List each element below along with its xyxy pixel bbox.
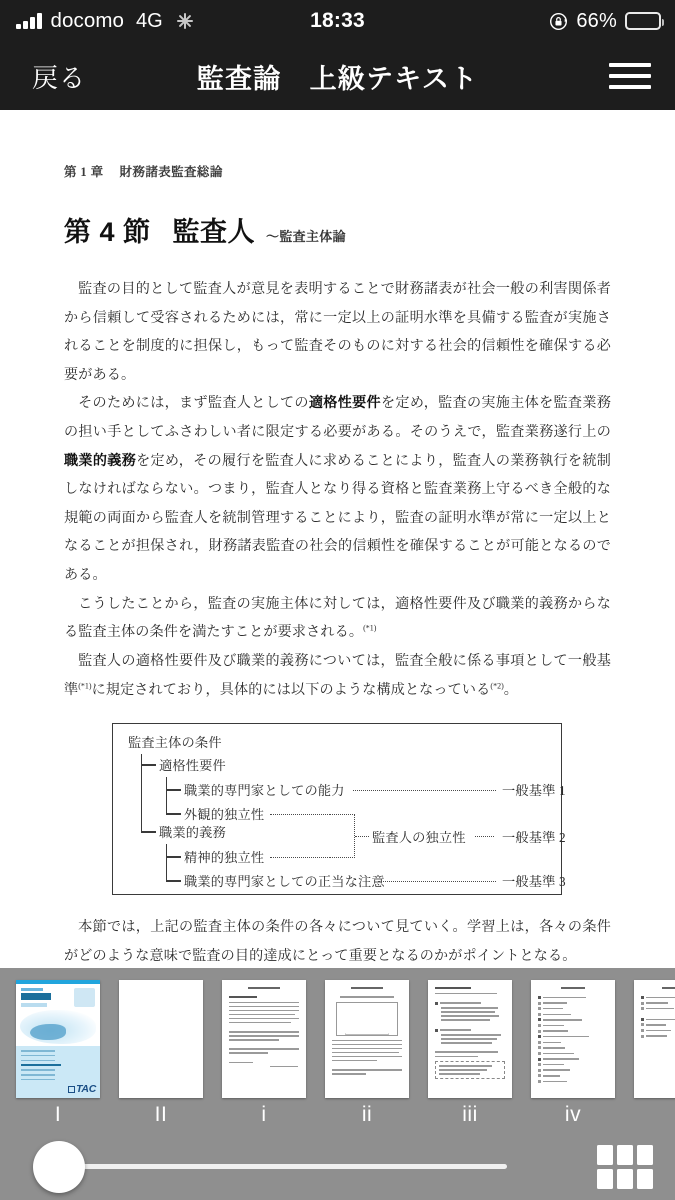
section-heading [64,210,611,249]
emphasized-term: 職業的義務 [64,452,137,469]
section-number: 第 4 節 [64,217,151,247]
clock-label: 18:33 [310,9,365,32]
footnote-ref-2-inline: (*2) [490,680,504,690]
thumbnail-item-iii[interactable] [428,980,512,1125]
thumbnail-item-i[interactable] [222,980,306,1125]
thumbnail-item-cover[interactable] [16,980,100,1125]
diagram-dots-external-independence [270,814,330,815]
diagram-connector-branch2 [141,831,156,832]
thumbnail-label: iv [564,1103,582,1126]
thumbnail-text-page[interactable] [222,980,306,1098]
paragraph-2: そのためには，まず監査人としての適格性要件を定め，監査の実施主体を監査業務の担い手としてふさわしい者に限定する必要がある。そのうえで，監査業務遂行上の職業的義務を定め，その履行を監査人に求めることにより，監査人の業務執行を統制しなければならない。つまり，監査人となり得る資格と監査業務上守るべき全般的な規範の両面から監査人を統制管理することにより，監査の証明水準が常に一定以上となることが担保され，財務諸表監査の社会的信頼性を確保することが可能となるのである。 [64,395,612,584]
thumbnail-item-next[interactable] [634,980,675,1104]
carrier-label: docomo [50,9,125,32]
slider-thumb[interactable] [33,1141,85,1193]
paragraph-1: 監査の目的として監査人が意見を表明することで財務諸表が社会一般の利害関係者から信頼して受容されるためには，常に一定以上の証明水準を具備する監査が実施されることを制度的に担保し，もって監査そのものに対する社会的信頼性を確保する必要がある。 [64,281,611,383]
diagram-standard-1: 一般基準 1 [502,783,566,799]
diagram-dots-due-care [378,881,496,882]
page-thumbnail-strip[interactable] [0,968,675,1133]
page-slider[interactable] [0,1133,597,1200]
footnote-ref-1: (*1) [363,623,377,633]
footnote-ref-1-inline: (*1) [78,680,92,690]
diagram-standard-3: 一般基準 3 [502,874,566,890]
paragraph-5: 本節では，上記の監査主体の条件の各々について見ていく。学習上は，各々の条件がどのような意味で監査の目的達成にとって重要となるのかがポイントとなる。 [64,919,611,964]
thumbnail-figure-page[interactable] [325,980,409,1098]
diagram-independence-bracket [330,814,355,858]
tac-logo: TAC [68,1083,96,1095]
diagram-branch1-label: 適格性要件 [159,758,226,774]
diagram-connector-b2c2 [166,880,181,881]
diagram-root-label: 監査主体の条件 [128,735,222,751]
thumbnail-cover-image[interactable] [16,980,100,1098]
diagram-spine-level1 [141,754,142,832]
thumbnail-item-iv[interactable] [531,980,615,1125]
thumbnail-toc-page-partial[interactable] [634,980,675,1098]
section-name: 監査人 [172,217,256,247]
thumbnail-blank-page[interactable] [119,980,203,1098]
thumbnail-label: II [154,1103,168,1126]
diagram-connector-branch1 [141,764,156,765]
thumbnail-item-blank[interactable] [119,980,203,1125]
diagram-bracket-tick [355,836,369,837]
network-type-label: 4G [136,9,163,32]
diagram-leaf-due-care: 職業的専門家としての正当な注意 [184,874,385,890]
paragraph-4: 監査人の適格性要件及び職業的義務については，監査全般に係る事項として一般基準$^{(*1)}$に規定されており，具体的には以下のような構成となっている$^{(*2)}$。 [64,652,611,698]
chapter-running-head [64,162,611,180]
thumbnail-toc-page[interactable] [531,980,615,1098]
thumbnail-label: I [54,1103,62,1126]
diagram-standard-2: 一般基準 2 [502,830,566,846]
grid-view-icon[interactable] [597,1145,653,1189]
body-text-block-after-diagram [64,913,611,970]
document-body [0,110,675,975]
diagram-leaf-capability: 職業的専門家としての能力 [184,783,345,799]
audit-subject-conditions-diagram [112,723,566,895]
body-text-block [64,275,611,704]
status-bar-right [549,10,661,33]
chapter-title: 財務諸表監査総論 [119,165,223,179]
document-page[interactable] [0,110,675,975]
thumbnail-item-ii[interactable] [325,980,409,1125]
bottom-toolbar [0,1133,675,1200]
diagram-branch2-label: 職業的義務 [159,825,226,841]
diagram-group-label: 監査人の独立性 [372,830,466,846]
battery-percent-label: 66% [576,9,617,32]
chapter-number: 第 1 章 [64,165,104,179]
thumbnail-label: iii [462,1103,478,1126]
diagram-leaf-external-independence: 外観的独立性 [184,807,265,823]
paragraph-3: こうしたことから，監査の実施主体に対しては，適格性要件及び職業的義務からなる監査主体の条件を満たすことが要求される。$^{(*1)}$ [64,595,611,641]
diagram-leaf-mental-independence: 精神的独立性 [184,850,265,866]
back-button[interactable]: 戻る [32,62,87,93]
diagram-dots-mental-independence [270,857,330,858]
emphasized-term: 適格性要件 [308,395,381,412]
slider-track[interactable] [72,1164,507,1169]
rotation-lock-icon [549,12,568,31]
hamburger-menu-icon[interactable] [609,61,651,91]
thumbnail-label: ii [361,1103,373,1126]
section-subtitle: ～監査主体論 [266,229,346,244]
battery-icon [625,12,661,30]
section-title [64,210,255,249]
diagram-dots-capability [353,790,496,791]
diagram-spine-branch2 [166,844,167,881]
diagram-connector-b1c2 [166,813,181,814]
navigation-bar [0,42,675,110]
diagram-connector-b1c1 [166,789,181,790]
diagram-connector-b2c1 [166,856,181,857]
thumbnail-outline-page[interactable] [428,980,512,1098]
diagram-spine-branch1 [166,777,167,814]
thumbnail-label: i [261,1103,267,1126]
page-title: 監査論 上級テキスト [196,63,479,94]
status-bar [0,0,675,42]
diagram-dots-group-standard [475,836,494,837]
